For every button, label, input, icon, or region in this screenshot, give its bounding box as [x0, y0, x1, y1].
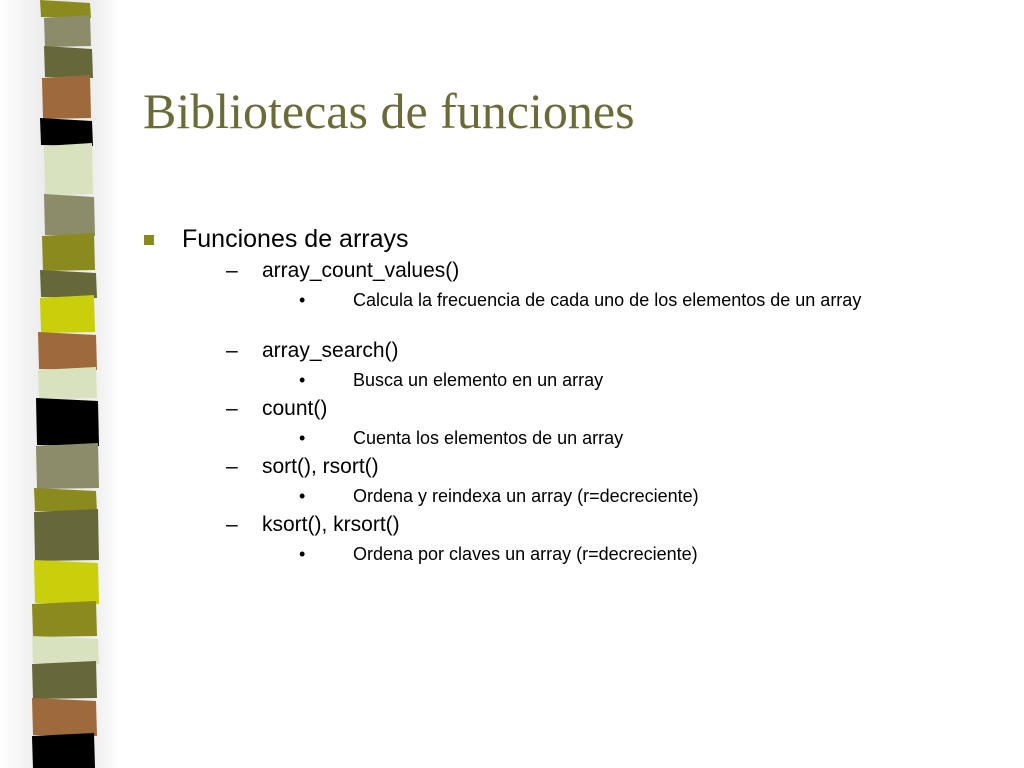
dot-bullet-icon: • — [299, 544, 306, 564]
function-description: Cuenta los elementos de un array — [353, 428, 624, 448]
dot-bullet-icon: • — [299, 370, 306, 390]
function-name: sort(), rsort() — [262, 455, 379, 478]
dot-bullet-icon: • — [299, 428, 306, 448]
dot-bullet-icon: • — [299, 486, 306, 506]
dash-marker: – — [226, 455, 238, 478]
square-bullet-icon — [144, 235, 154, 245]
level1-item-label: Funciones de arrays — [182, 225, 409, 253]
function-description: Ordena y reindexa un array (r=decreciente) — [353, 486, 699, 506]
dash-marker: – — [226, 339, 238, 362]
function-name: array_count_values() — [262, 259, 460, 282]
dash-marker: – — [226, 513, 238, 536]
function-description: Busca un elemento en un array — [353, 370, 604, 390]
function-name: count() — [262, 397, 328, 420]
dash-marker: – — [226, 259, 238, 282]
dash-marker: – — [226, 397, 238, 420]
function-name: array_search() — [262, 339, 399, 362]
slide-title: Bibliotecas de funciones — [143, 83, 635, 139]
function-description: Ordena por claves un array (r=decreciente) — [353, 544, 698, 564]
dot-bullet-icon: • — [299, 290, 306, 310]
function-description: Calcula la frecuencia de cada uno de los elementos de un array — [353, 290, 862, 310]
function-name: ksort(), krsort() — [262, 513, 400, 536]
